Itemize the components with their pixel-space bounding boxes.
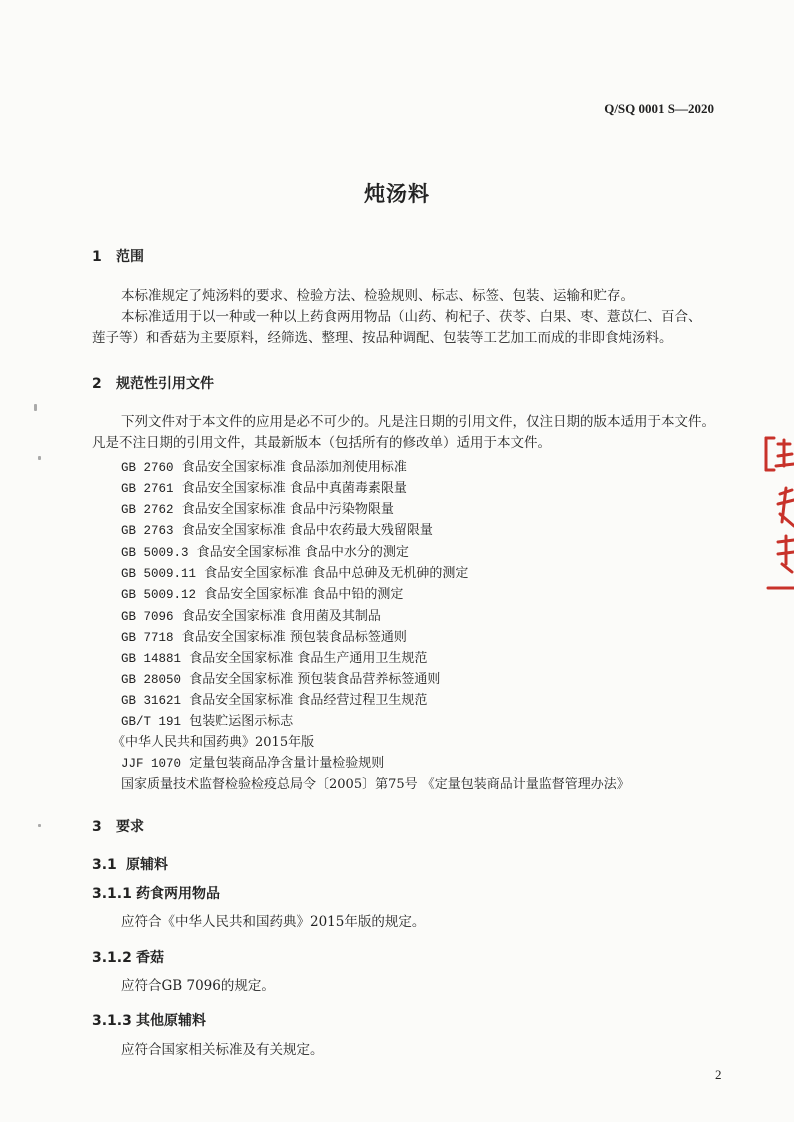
document-number: Q/SQ 0001 S—2020: [604, 101, 714, 116]
reference-title: 食品安全国家标准 食品生产通用卫生规范: [189, 651, 428, 666]
reference-item: [121, 477, 407, 496]
section-number: 1: [92, 249, 102, 265]
reference-item: [121, 626, 407, 645]
subsection-title: 药食两用物品: [136, 886, 220, 902]
subsection-3-1-1-heading: [92, 883, 220, 903]
section-number: 3: [92, 819, 102, 835]
page-number: 2: [715, 1067, 722, 1082]
proofreading-stamp: [760, 430, 794, 598]
section-2-heading: [92, 373, 214, 393]
reference-item: [121, 689, 427, 708]
reference-item: [121, 752, 384, 771]
paragraph: 本标准适用于以一种或一种以上药食两用物品（山药、枸杞子、茯苓、白果、枣、薏苡仁、百合、: [121, 309, 702, 325]
reference-code: GB 2763: [121, 524, 174, 538]
section-3-heading: [92, 816, 144, 836]
reference-code: GB 14881: [121, 652, 182, 666]
reference-title: 食品安全国家标准 食品经营过程卫生规范: [189, 693, 428, 708]
reference-code: GB 5009.12: [121, 588, 197, 602]
paragraph: 本标准规定了炖汤料的要求、检验方法、检验规则、标志、标签、包装、运输和贮存。: [121, 288, 634, 304]
reference-title: 食品安全国家标准 食品中污染物限量: [181, 502, 394, 517]
scan-speck: [34, 404, 37, 411]
paragraph: 应符合《中华人民共和国药典》2015年版的规定。: [121, 914, 426, 930]
subsection-3-1-heading: [92, 854, 168, 874]
reference-code: GB 7096: [121, 610, 174, 624]
document-title: 炖汤料: [364, 182, 430, 206]
paragraph-continuation: 莲子等）和香菇为主要原料，经筛选、整理、按品种调配、包装等工艺加工而成的非即食炖汤料。: [92, 330, 673, 346]
reference-title: 食品安全国家标准 食品中农药最大残留限量: [181, 523, 433, 538]
reference-title: 食品安全国家标准 食用菌及其制品: [181, 609, 381, 624]
subsection-number: 3.1.3: [92, 1013, 132, 1029]
reference-title: 食品安全国家标准 预包装食品标签通则: [181, 630, 407, 645]
section-1-heading: [92, 246, 144, 266]
section-title: 规范性引用文件: [116, 376, 214, 392]
reference-title: 《中华人民共和国药典》2015年版: [112, 735, 315, 750]
reference-item: [121, 583, 403, 602]
reference-item: [121, 668, 440, 687]
section-number: 2: [92, 376, 102, 392]
reference-title: 国家质量技术监督检验检疫总局令〔2005〕第75号 《定量包装商品计量监督管理办法》: [121, 777, 630, 792]
reference-title: 食品安全国家标准 食品中铅的测定: [204, 587, 404, 602]
paragraph: 应符合国家相关标准及有关规定。: [121, 1042, 324, 1058]
subsection-number: 3.1.2: [92, 950, 132, 966]
reference-code: GB 31621: [121, 694, 182, 708]
paragraph: 应符合GB 7096的规定。: [121, 978, 275, 994]
reference-title: 包装贮运图示标志: [189, 714, 294, 729]
paragraph-continuation: 凡是不注日期的引用文件，其最新版本（包括所有的修改单）适用于本文件。: [92, 435, 551, 451]
scan-speck: [38, 824, 41, 827]
section-title: 范围: [116, 249, 144, 265]
reference-code: JJF 1070: [121, 757, 182, 771]
reference-item: [121, 498, 394, 517]
reference-code: GB 5009.3: [121, 546, 189, 560]
reference-item: [121, 710, 293, 729]
reference-title: 定量包装商品净含量计量检验规则: [189, 756, 385, 771]
reference-code: GB 2762: [121, 503, 174, 517]
paragraph: 下列文件对于本文件的应用是必不可少的。凡是注日期的引用文件，仅注日期的版本适用于本文件。: [121, 414, 715, 430]
reference-item: [121, 647, 427, 666]
reference-code: GB 7718: [121, 631, 174, 645]
reference-item: [121, 773, 630, 792]
reference-item: [121, 519, 433, 538]
reference-code: GB/T 191: [121, 715, 182, 729]
reference-item: [112, 731, 314, 750]
reference-code: GB 28050: [121, 673, 182, 687]
subsection-number: 3.1.1: [92, 886, 132, 902]
section-title: 要求: [116, 819, 144, 835]
reference-title: 食品安全国家标准 食品中总砷及无机砷的测定: [204, 566, 469, 581]
reference-item: [121, 562, 468, 581]
scan-speck: [38, 456, 41, 460]
subsection-title: 其他原辅料: [136, 1013, 206, 1029]
reference-code: GB 2760: [121, 461, 174, 475]
reference-title: 食品安全国家标准 食品中水分的测定: [196, 545, 409, 560]
subsection-title: 原辅料: [126, 857, 168, 873]
reference-item: [121, 541, 409, 560]
subsection-3-1-2-heading: [92, 947, 164, 967]
reference-item: [121, 605, 381, 624]
reference-title: 食品安全国家标准 食品中真菌毒素限量: [181, 481, 407, 496]
reference-code: GB 5009.11: [121, 567, 197, 581]
reference-title: 食品安全国家标准 食品添加剂使用标准: [181, 460, 407, 475]
subsection-3-1-3-heading: [92, 1010, 206, 1030]
subsection-number: 3.1: [92, 857, 117, 873]
subsection-title: 香菇: [136, 950, 164, 966]
reference-title: 食品安全国家标准 预包装食品营养标签通则: [189, 672, 441, 687]
reference-code: GB 2761: [121, 482, 174, 496]
reference-item: [121, 456, 407, 475]
